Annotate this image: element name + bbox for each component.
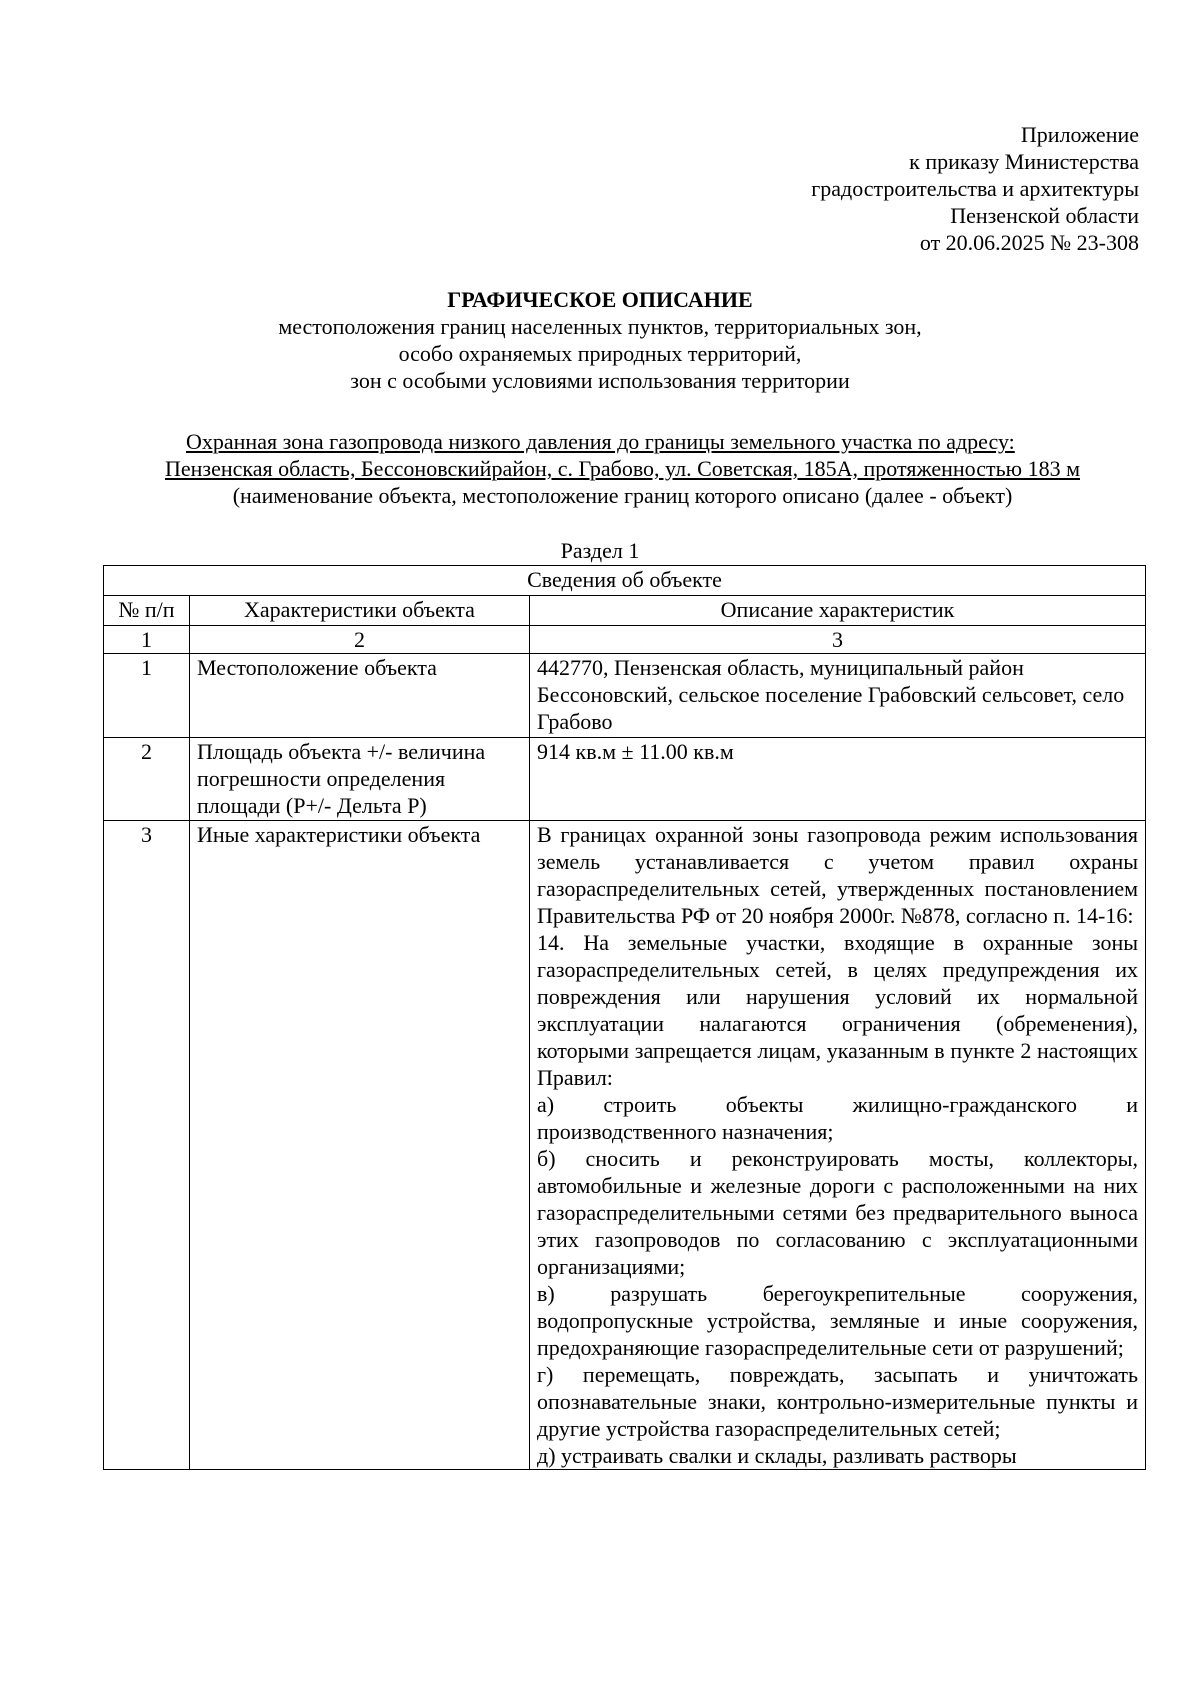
description-paragraph: В границах охранной зоны газопровода режим использования земель устанавливается с учетом правил охраны газораспределительных сетей, утвержденных постановлением Правительства РФ от 20 ноября 2000г. №878, согласно п. 14-16: xyxy=(537,822,1139,928)
characteristic-value: 914 кв.м ± 11.00 кв.м xyxy=(530,738,1146,821)
characteristic-name: Местоположение объекта xyxy=(190,654,530,738)
object-caption: (наименование объекта, местоположение границ которого описано (далее - объект) xyxy=(232,483,1013,508)
table-header-row xyxy=(104,596,1146,626)
section-label: Раздел 1 xyxy=(560,538,640,563)
header-cell: Описание характеристик xyxy=(530,596,1146,626)
appendix-line: Приложение xyxy=(1020,122,1139,147)
title-subline: местоположения границ населенных пунктов, территориальных зон, xyxy=(278,314,922,339)
object-name-block xyxy=(100,428,1145,509)
table-number-row xyxy=(104,626,1146,654)
object-info-table xyxy=(103,565,1146,1470)
description-paragraph: д) устраивать свалки и склады, разливать растворы xyxy=(537,1443,1017,1468)
characteristic-value: 442770, Пензенская область, муниципальный район Бессоновский, сельское поселение Грабовский сельсовет, село Грабово xyxy=(530,654,1146,738)
object-name-line: Охранная зона газопровода низкого давления до границы земельного участка по адресу: xyxy=(186,429,1015,454)
table-caption-row xyxy=(104,566,1146,596)
column-number-cell: 3 xyxy=(530,626,1146,654)
description-paragraph: в) разрушать берегоукрепительные сооружения, водопропускные устройства, земляные и иные сооружения, предохраняющие газораспределительные сети от разрушений; xyxy=(537,1281,1139,1360)
title-block xyxy=(100,286,1100,394)
table-caption: Сведения об объекте xyxy=(104,566,1146,596)
table-row xyxy=(104,654,1146,738)
document-title: ГРАФИЧЕСКОЕ ОПИСАНИЕ xyxy=(447,287,753,312)
appendix-line: градостроительства и архитектуры xyxy=(811,176,1139,201)
header-cell: Характеристики объекта xyxy=(190,596,530,626)
title-subline: особо охраняемых природных территорий, xyxy=(398,341,802,366)
row-number: 3 xyxy=(104,821,190,1470)
characteristic-name: Площадь объекта +/- величина погрешности определения площади (Р+/- Дельта Р) xyxy=(190,738,530,821)
column-number-cell: 2 xyxy=(190,626,530,654)
appendix-header xyxy=(539,121,1139,256)
row-number: 1 xyxy=(104,654,190,738)
description-paragraph: г) перемещать, повреждать, засыпать и уничтожать опознавательные знаки, контрольно-измерительные пункты и другие устройства газораспределительных сетей; xyxy=(537,1362,1139,1441)
header-cell: № п/п xyxy=(104,596,190,626)
description-paragraph: б) сносить и реконструировать мосты, коллекторы, автомобильные и железные дороги с расположенными на них газораспределительными сетями без предварительного выноса этих газопроводов по согласованию с эксплуатационными организациями; xyxy=(537,1146,1139,1279)
table-row xyxy=(104,738,1146,821)
row-number: 2 xyxy=(104,738,190,821)
column-number-cell: 1 xyxy=(104,626,190,654)
object-address-line: Пензенская область, Бессоновскийрайон, с. Грабово, ул. Советская, 185А, протяженностью 183 м xyxy=(164,456,1081,481)
appendix-line: от 20.06.2025 № 23-308 xyxy=(919,230,1139,255)
description-paragraph: а) строить объекты жилищно-гражданского и производственного назначения; xyxy=(537,1092,1139,1144)
table-row xyxy=(104,821,1146,1470)
appendix-line: Пензенской области xyxy=(950,203,1139,228)
title-subline: зон с особыми условиями использования территории xyxy=(350,368,850,393)
characteristic-name: Иные характеристики объекта xyxy=(190,821,530,1470)
appendix-line: к приказу Министерства xyxy=(909,149,1139,174)
description-paragraph: 14. На земельные участки, входящие в охранные зоны газораспределительных сетей, в целях предупреждения их повреждения или нарушения условий их нормальной эксплуатации налагаются ограничения (обременения), которыми запрещается лицам, указанным в пункте 2 настоящих Правил: xyxy=(537,930,1139,1090)
characteristic-value xyxy=(530,821,1146,1470)
